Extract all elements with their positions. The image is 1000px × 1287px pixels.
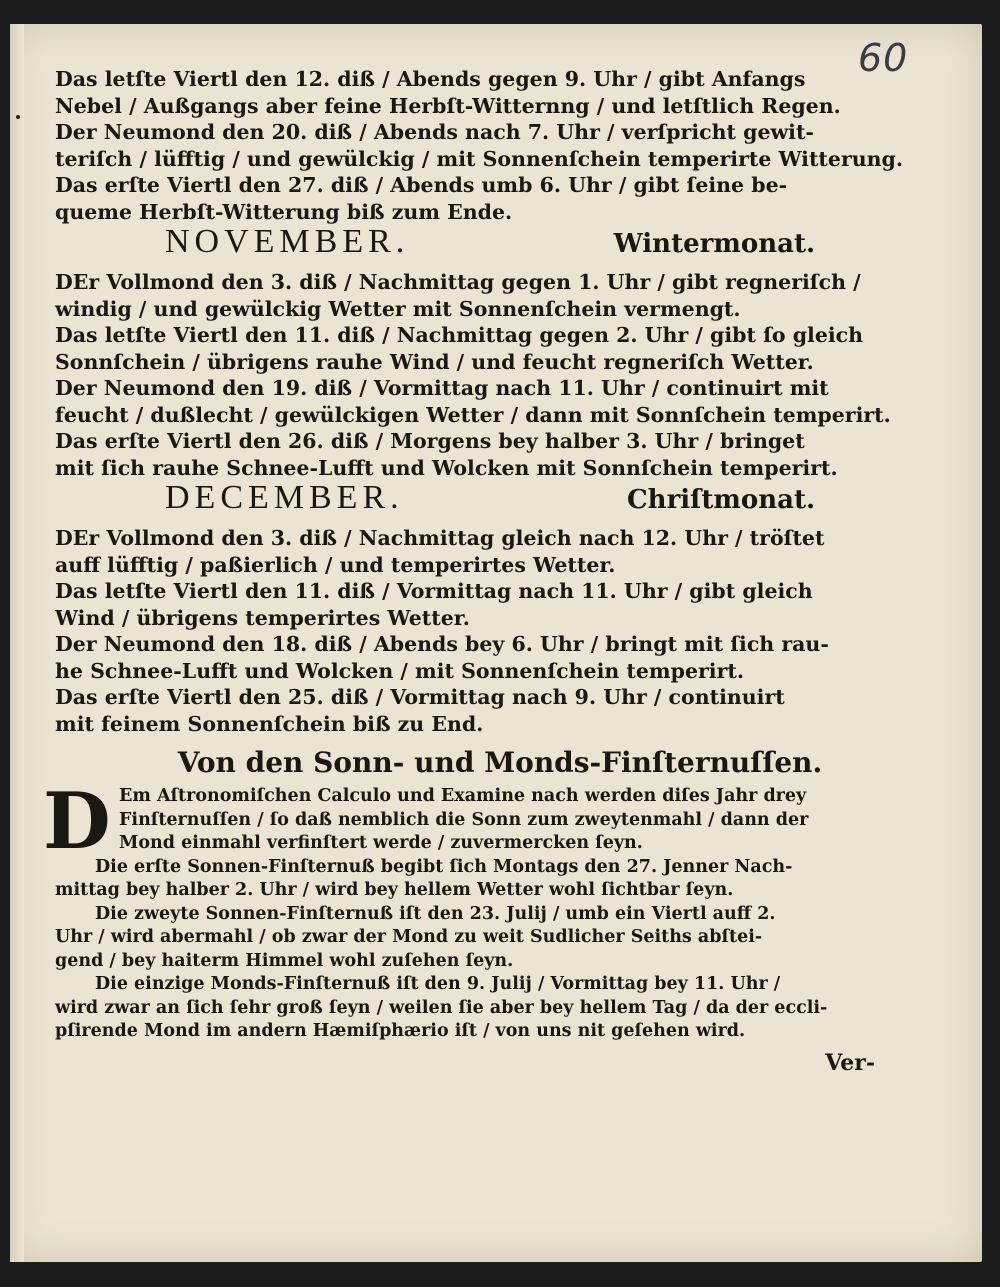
eclipse-entry-solar-1 bbox=[55, 856, 885, 903]
text-line: mit ſich rauhe Schnee-Lufft und Wolcken mit Sonnſchein temperirt. bbox=[55, 455, 838, 480]
text-line: Das letſte Viertl den 11. diß / Vormittag nach 11. Uhr / gibt gleich bbox=[55, 579, 813, 603]
text-line: he Schnee-Lufft und Wolcken / mit Sonnenſchein temperirt. bbox=[55, 658, 744, 683]
page-gutter-edge bbox=[10, 24, 24, 1262]
text-line: Finſternuſſen / ſo daß nemblich die Sonn zum zweytenmahl / dann der bbox=[119, 809, 809, 830]
text-line: Das erſte Viertl den 27. diß / Abends umb 6. Uhr / gibt ſeine be- bbox=[55, 173, 788, 197]
text-line: Em Aſtronomiſchen Calculo und Examine nach werden diſes Jahr drey bbox=[119, 786, 807, 806]
ink-speck bbox=[16, 115, 20, 119]
text-line: feucht / dußlecht / gewülckigen Wetter / dann mit Sonnſchein temperirt. bbox=[55, 402, 891, 427]
page-text bbox=[43, 66, 904, 1076]
text-line: Der Neumond den 18. diß / Abends bey 6. Uhr / bringt mit ſich rau- bbox=[55, 632, 829, 656]
month-german-title: Wintermonat. bbox=[613, 229, 815, 259]
text-line: Der Neumond den 19. diß / Vormittag nach 11. Uhr / continuirt mit bbox=[55, 376, 829, 400]
text-line: Das letſte Viertl den 12. diß / Abends gegen 9. Uhr / gibt Anfangs bbox=[55, 67, 806, 91]
text-line: wird zwar an ſich ſehr groß ſeyn / weilen ſie aber bey hellem Tag / da der eccli- bbox=[55, 997, 828, 1018]
eclipse-entry-solar-2 bbox=[55, 903, 885, 974]
text-line: Die einzige Monds-Finſternuß iſt den 9. Julij / Vormittag bey 11. Uhr / bbox=[95, 974, 781, 994]
text-line: queme Herbſt-Witterung biß zum Ende. bbox=[55, 199, 513, 224]
text-line: Das erſte Viertl den 26. diß / Morgens bey halber 3. Uhr / bringet bbox=[55, 429, 805, 453]
december-entries bbox=[55, 525, 885, 737]
december-heading bbox=[55, 479, 885, 525]
october-continuation bbox=[55, 66, 904, 225]
month-latin-title: NOVEMBER. bbox=[165, 223, 410, 260]
text-line: Das letſte Viertl den 11. diß / Nachmittag gegen 2. Uhr / gibt ſo gleich bbox=[55, 323, 864, 347]
text-line: auff lüfftig / paßierlich / und temperirtes Wetter. bbox=[55, 552, 616, 577]
text-line: Die erſte Sonnen-Finſternuß begibt ſich Montags den 27. Jenner Nach- bbox=[95, 856, 793, 877]
text-line: Der Neumond den 20. diß / Abends nach 7. Uhr / verſpricht gewit- bbox=[55, 120, 814, 144]
text-line: gend / bey haiterm Himmel wohl zuſehen ſeyn. bbox=[55, 950, 514, 971]
text-line: Uhr / wird abermahl / ob zwar der Mond zu weit Sudlicher Seiths abſtei- bbox=[55, 927, 763, 947]
text-line: mit feinem Sonnenſchein biß zu End. bbox=[55, 711, 484, 736]
text-line: mittag bey halber 2. Uhr / wird bey hellem Wetter wohl ſichtbar ſeyn. bbox=[55, 880, 734, 900]
text-line: teriſch / lüfftig / und gewülckig / mit Sonnenſchein temperirte Witterung. bbox=[55, 146, 904, 171]
text-line: Wind / übrigens temperirtes Wetter. bbox=[55, 605, 470, 630]
november-heading bbox=[55, 223, 885, 269]
eclipses-heading: Von den Sonn- und Monds-Finſternuſſen. bbox=[177, 746, 823, 779]
text-line: DEr Vollmond den 3. diß / Nachmittag gegen 1. Uhr / gibt regneriſch / bbox=[55, 270, 861, 294]
text-line: pſirende Mond im andern Hæmiſphærio iſt / von uns nit geſehen wird. bbox=[55, 1021, 746, 1041]
november-entries bbox=[55, 269, 891, 481]
text-line: Sonnſchein / übrigens rauhe Wind / und feucht regneriſch Wetter. bbox=[55, 349, 814, 374]
folio-number: 60 bbox=[858, 36, 909, 80]
catchword: Ver- bbox=[825, 1049, 875, 1076]
text-line: Das erſte Viertl den 25. diß / Vormittag nach 9. Uhr / continuirt bbox=[55, 685, 785, 709]
text-line: Die zweyte Sonnen-Finſternuß iſt den 23. Julij / umb ein Viertl auff 2. bbox=[95, 903, 776, 924]
eclipse-entry-lunar bbox=[55, 973, 885, 1044]
month-latin-title: DECEMBER. bbox=[165, 479, 404, 516]
text-line: Mond einmahl verfinſtert werde / zuvermercken ſeyn. bbox=[119, 833, 643, 853]
month-german-title: Chriſtmonat. bbox=[626, 485, 815, 515]
text-line: Nebel / Außgangs aber feine Herbſt-Witternng / und letſtlich Regen. bbox=[55, 93, 841, 118]
decorated-initial: D bbox=[43, 776, 111, 867]
text-line: DEr Vollmond den 3. diß / Nachmittag gleich nach 12. Uhr / tröſtet bbox=[55, 526, 825, 550]
text-line: windig / und gewülckig Wetter mit Sonnenſchein vermengt. bbox=[55, 296, 741, 321]
